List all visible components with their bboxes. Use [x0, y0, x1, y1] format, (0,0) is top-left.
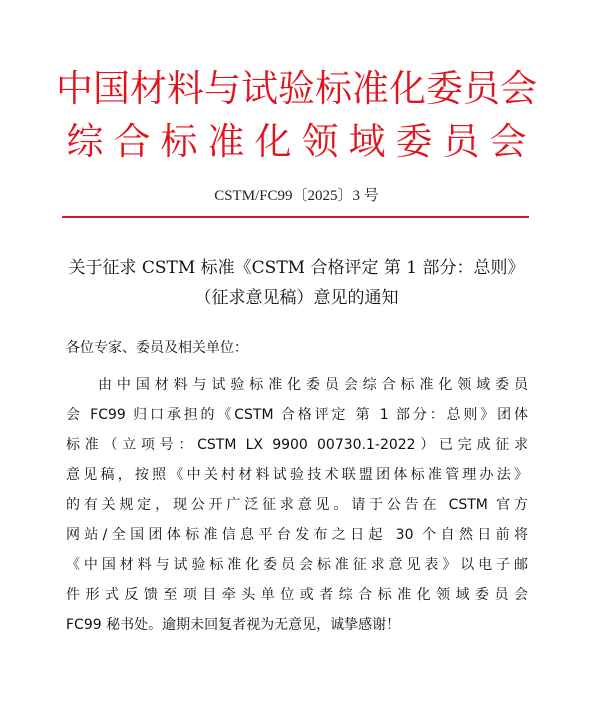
- body-line: 由中国材料与试验标准化委员会综合标准化领域委员: [98, 377, 528, 393]
- salutation: 各位专家、委员及相关单位：: [66, 340, 248, 356]
- body-line: 的有关规定，现公开广泛征求意见。请于公告在 CSTM 官方: [66, 497, 528, 513]
- body-line: FC99 秘书处。逾期未回复者视为无意见，诚挚感谢！: [66, 617, 401, 633]
- body-line: 意见稿，按照《中关村材料试验技术联盟团体标准管理办法》: [66, 467, 528, 483]
- body-line: 网站/全国团体标准信息平台发布之日起 30 个自然日前将: [66, 527, 528, 543]
- issuer-name-line-2: 综合标准化领域委员会: [66, 120, 537, 163]
- red-header-rule: [62, 216, 529, 218]
- body-line: 《中国材料与试验标准化委员会标准征求意见表》以电子邮: [66, 557, 528, 573]
- document-number: CSTM/FC99〔2025〕3 号: [214, 188, 379, 204]
- notice-title-line-2: （征求意见稿）意见的通知: [194, 288, 399, 308]
- notice-title-line-1: 关于征求 CSTM 标准《CSTM 合格评定 第 1 部分：总则》: [68, 258, 525, 278]
- issuer-name-line-1: 中国材料与试验标准化委员会: [56, 67, 537, 110]
- body-line: 标准（立项号：CSTM LX 9900 00730.1-2022）已完成征求: [66, 437, 528, 453]
- body-line: 件形式反馈至项目牵头单位或者综合标准化领域委员会: [66, 587, 528, 603]
- body-line: 会 FC99 归口承担的《CSTM 合格评定 第 1 部分：总则》团体: [66, 407, 528, 423]
- body-paragraph: [66, 370, 528, 640]
